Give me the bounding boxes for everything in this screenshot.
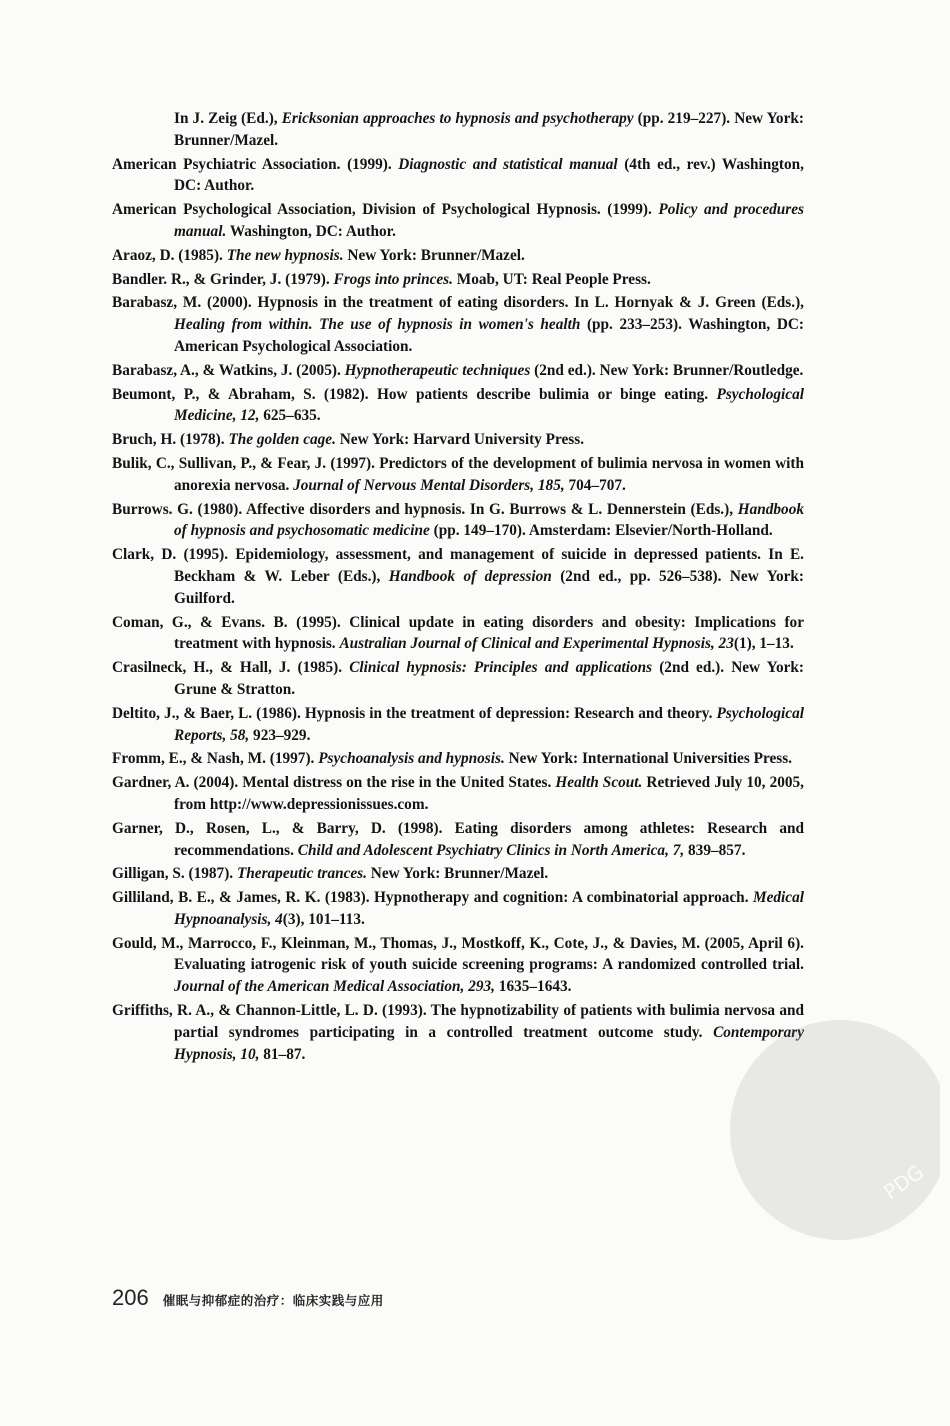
reference-details: (1), 1–13. bbox=[733, 635, 794, 653]
reference-title: Psychoanalysis and hypnosis. bbox=[318, 750, 505, 768]
reference-text: Burrows. G. (1980). Affective disorders and hypnosis. In G. Burrows & L. Dennerstein (Eds.), bbox=[112, 500, 738, 518]
page-footer bbox=[112, 1285, 384, 1311]
reference-title: Psychological Reports, 58, bbox=[174, 704, 804, 744]
reference-text: Gilliland, B. E., & James, R. K. (1983). Hypnotherapy and cognition: A combinatorial approach. bbox=[112, 889, 754, 907]
reference-text: Bandler. R., & Grinder, J. (1979). bbox=[112, 270, 334, 288]
reference-title: The new hypnosis. bbox=[226, 246, 344, 264]
reference-details: 704–707. bbox=[564, 476, 626, 494]
reference-details: Washington, DC: Author. bbox=[226, 222, 396, 240]
reference-entry bbox=[112, 453, 804, 497]
reference-details: (4th ed., rev.) Washington, DC: Author. bbox=[174, 155, 804, 195]
reference-details: (pp. 149–170). Amsterdam: Elsevier/North-Holland. bbox=[429, 522, 773, 540]
reference-text: Bruch, H. (1978). bbox=[112, 431, 229, 449]
reference-title: Health Scout. bbox=[555, 774, 643, 792]
reference-details: Moab, UT: Real People Press. bbox=[452, 270, 651, 288]
reference-text: Bulik, C., Sullivan, P., & Fear, J. (1997). Predictors of the development of bulimia nervosa in women with anorexia nervosa. bbox=[112, 454, 804, 494]
reference-entry bbox=[112, 1000, 804, 1065]
reference-details: (2nd ed.). New York: Brunner/Routledge. bbox=[530, 361, 804, 379]
reference-entry bbox=[112, 657, 804, 701]
reference-title: Healing from within. The use of hypnosis in women's health bbox=[174, 316, 581, 334]
reference-title: Frogs into princes. bbox=[333, 270, 453, 288]
reference-entry bbox=[112, 154, 804, 198]
reference-entry bbox=[112, 245, 804, 267]
reference-title: Policy and procedures manual. bbox=[174, 201, 804, 240]
reference-title: Contemporary Hypnosis, 10, bbox=[174, 1023, 804, 1063]
reference-entry bbox=[112, 544, 804, 609]
reference-text: Coman, G., & Evans. B. (1995). Clinical update in eating disorders and obesity: Implications for treatment with hypnosis. bbox=[112, 613, 804, 653]
reference-entry bbox=[112, 748, 804, 770]
reference-entry bbox=[112, 933, 804, 998]
reference-entry bbox=[112, 772, 804, 816]
reference-title: Medical Hypnoanalysis, 4 bbox=[174, 889, 804, 928]
reference-text: Crasilneck, H., & Hall, J. (1985). bbox=[112, 659, 350, 677]
reference-title: Ericksonian approaches to hypnosis and psychotherapy bbox=[281, 110, 634, 127]
reference-list bbox=[112, 108, 804, 1067]
reference-text: Clark, D. (1995). Epidemiology, assessment, and management of suicide in depressed patients. In E. Beckham & W. Leber (Eds.), bbox=[112, 546, 804, 585]
reference-entry bbox=[112, 612, 804, 656]
svg-text:PDG: PDG bbox=[879, 1159, 929, 1205]
reference-details: 1635–1643. bbox=[494, 978, 572, 996]
reference-entry bbox=[112, 863, 804, 885]
reference-title: Handbook of depression bbox=[388, 567, 552, 585]
reference-title: Child and Adolescent Psychiatry Clinics in North America, 7, bbox=[297, 841, 685, 859]
reference-details: New York: Harvard University Press. bbox=[335, 431, 585, 449]
reference-details: Retrieved July 10, 2005, from http://www.depressionissues.com. bbox=[174, 774, 804, 813]
reference-details: New York: Brunner/Mazel. bbox=[366, 865, 549, 883]
reference-entry bbox=[112, 292, 804, 357]
reference-title: Therapeutic trances. bbox=[236, 865, 367, 883]
reference-details: New York: Brunner/Mazel. bbox=[343, 246, 525, 264]
reference-entry bbox=[112, 384, 804, 428]
reference-entry bbox=[112, 499, 804, 543]
reference-text: Beumont, P., & Abraham, S. (1982). How patients describe bulimia or binge eating. bbox=[112, 385, 717, 403]
reference-title: The golden cage. bbox=[228, 431, 336, 449]
reference-title: Hypnotherapeutic techniques bbox=[344, 361, 531, 379]
reference-details: (pp. 233–253). Washington, DC: American Psychological Association. bbox=[174, 316, 805, 355]
reference-details: New York: International Universities Press. bbox=[504, 750, 792, 768]
reference-text: Fromm, E., & Nash, M. (1997). bbox=[112, 750, 319, 768]
reference-title: Handbook of hypnosis and psychosomatic medicine bbox=[174, 500, 804, 540]
reference-text: Barabasz, A., & Watkins, J. (2005). bbox=[112, 361, 345, 379]
reference-entry bbox=[112, 818, 804, 862]
reference-text: Griffiths, R. A., & Channon-Little, L. D. (1993). The hypnotizability of patients with bulimia nervosa and partial syndromes participating in a controlled treatment outcome study. bbox=[112, 1002, 804, 1041]
reference-details: (2nd ed.). New York: Grune & Stratton. bbox=[174, 659, 804, 698]
reference-text: Gardner, A. (2004). Mental distress on the rise in the United States. bbox=[112, 774, 556, 792]
reference-text: Barabasz, M. (2000). Hypnosis in the treatment of eating disorders. In L. Hornyak & J. Green (Eds.), bbox=[112, 294, 804, 312]
reference-details: 923–929. bbox=[249, 726, 311, 744]
reference-title: Journal of Nervous Mental Disorders, 185, bbox=[293, 476, 565, 494]
reference-details: (3), 101–113. bbox=[282, 910, 365, 928]
reference-entry bbox=[112, 887, 804, 931]
reference-details: (pp. 219–227). New York: Brunner/Mazel. bbox=[174, 110, 804, 149]
reference-text: American Psychiatric Association. (1999). bbox=[112, 155, 399, 173]
reference-details: 839–857. bbox=[684, 841, 746, 859]
reference-text: In J. Zeig (Ed.), bbox=[174, 110, 282, 127]
reference-entry bbox=[112, 429, 804, 451]
reference-title: Journal of the American Medical Association, 293, bbox=[174, 978, 495, 996]
reference-text: Garner, D., Rosen, L., & Barry, D. (1998). Eating disorders among athletes: Research and recommendations. bbox=[112, 819, 804, 859]
reference-entry bbox=[112, 199, 804, 243]
reference-text: Deltito, J., & Baer, L. (1986). Hypnosis in the treatment of depression: Research and theory. bbox=[112, 704, 717, 722]
page-number: 206 bbox=[112, 1285, 149, 1310]
reference-details: 625–635. bbox=[259, 407, 321, 425]
reference-text: Gilligan, S. (1987). bbox=[112, 865, 237, 883]
reference-text: Gould, M., Marrocco, F., Kleinman, M., Thomas, J., Mostkoff, K., Cote, J., & Davies, M. (2005, April 6). Evaluating iatrogenic risk of youth suicide screening programs: A randomized controlled trial. bbox=[112, 934, 804, 974]
reference-details: (2nd ed., pp. 526–538). New York: Guilford. bbox=[174, 567, 804, 607]
reference-text: Araoz, D. (1985). bbox=[112, 246, 227, 264]
reference-entry bbox=[112, 269, 804, 291]
reference-entry bbox=[112, 108, 804, 152]
book-title: 催眠与抑郁症的治疗：临床实践与应用 bbox=[162, 1293, 384, 1308]
reference-text: American Psychological Association, Division of Psychological Hypnosis. (1999). bbox=[112, 201, 659, 219]
reference-title: Psychological Medicine, 12, bbox=[174, 385, 804, 425]
reference-title: Clinical hypnosis: Principles and applications bbox=[349, 659, 653, 677]
reference-title: Australian Journal of Clinical and Experimental Hypnosis, 23 bbox=[339, 635, 734, 653]
reference-details: 81–87. bbox=[259, 1045, 306, 1063]
reference-entry bbox=[112, 703, 804, 747]
reference-entry bbox=[112, 360, 804, 382]
reference-title: Diagnostic and statistical manual bbox=[398, 155, 618, 173]
